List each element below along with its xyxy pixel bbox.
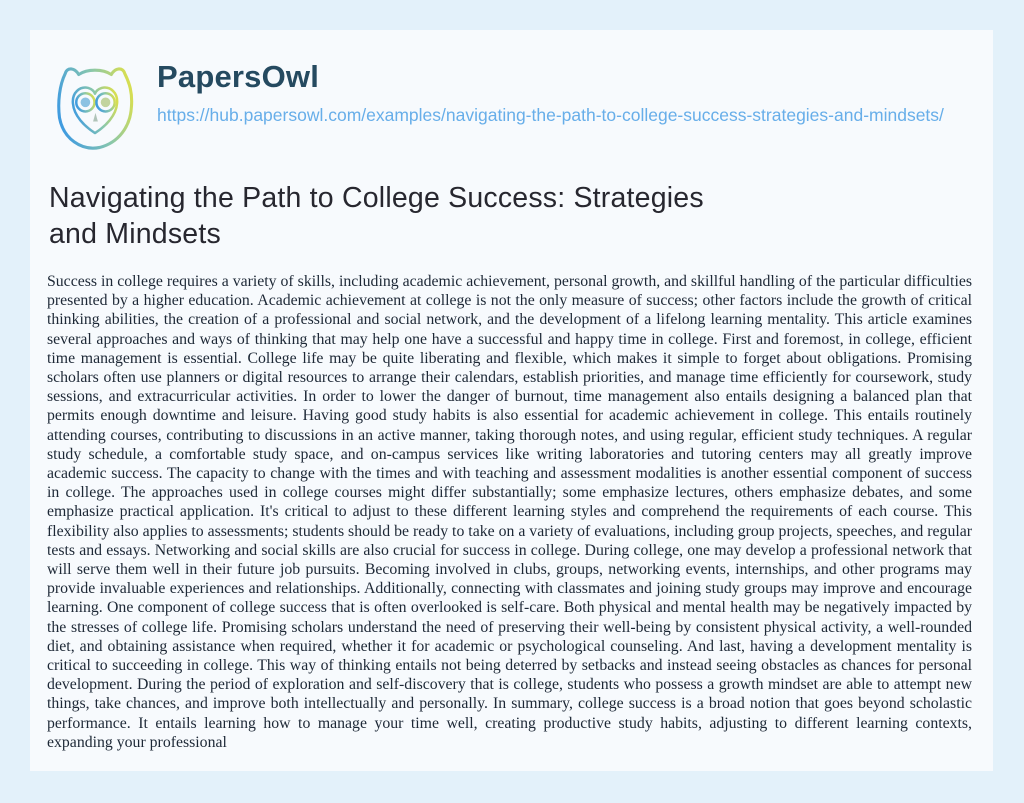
article-body-text: Success in college requires a variety of skills, including academic achievement, personal growth, and skillful handling of the particular difficulties presented by a higher education. Academic achievement at college is not the only measure of success; other factors include the growth of critical thinking abilities, the creation of a professional and social network, and the development of a lifelong learning mentality. This article examines several approaches and ways of thinking that may help one have a successful and happy time in college. First and foremost, in college, efficient time management is essential. College life may be quite liberating and flexible, which makes it simple to forget about obligations. Promising scholars often use planners or digital resources to arrange their calendars, establish priorities, and manage time efficiently for coursework, study sessions, and extracurricular activities. In order to lower the danger of burnout, time management also entails designing a balanced plan that permits enough downtime and leisure. Having good study habits is also essential for academic achievement in college. This entails routinely attending courses, contributing to discussions in an active manner, taking thorough notes, and using regular, efficient study techniques. A regular study schedule, a comfortable study space, and on-campus services like writing laboratories and tutoring centers may all greatly improve academic success. The capacity to change with the times and with teaching and assessment modalities is another essential component of success in college. The approaches used in college courses might differ substantially; some emphasize lectures, others emphasize debates, and some emphasize practical application. It's critical to adjust to these different learning styles and comprehend the requirements of each course. This flexibility also applies to assessments; students should be ready to take on a variety of evaluations, including group projects, speeches, and regular tests and essays. Networking and social skills are also crucial for success in college. During college, one may develop a professional network that will serve them well in their future job pursuits. Becoming involved in clubs, groups, networking events, internships, and other programs may provide invaluable experiences and relationships. Additionally, connecting with classmates and joining study groups may improve and encourage learning. One component of college success that is often overlooked is self-care. Both physical and mental health may be negatively impacted by the stresses of college life. Promising scholars understand the need of preserving their well-being by consistent physical activity, a well-rounded diet, and obtaining assistance when required, whether it for academic or psychological counseling. And last, having a development mentality is critical to succeeding in college. This way of thinking entails not being deterred by setbacks and instead seeing obstacles as chances for personal development. During the period of exploration and self-discovery that is college, students who possess a growth mindset are able to attempt new things, take chances, and improve both intellectually and personally. In summary, college success is a broad notion that goes beyond scholastic performance. It entails learning how to manage your time well, creating productive study habits, adjusting to different learning contexts, expanding your professional [47,273,972,751]
source-url-link[interactable]: https://hub.papersowl.com/examples/navigating-the-path-to-college-success-strategies-and-mindsets/ [157,105,944,125]
site-header [47,56,975,162]
papersowl-owl-logo-icon [47,58,143,162]
brand-block [157,56,944,128]
brand-name: PapersOwl [157,59,320,94]
article-title: Navigating the Path to College Success: Strategies and Mindsets [49,182,704,250]
document-page [30,30,993,771]
